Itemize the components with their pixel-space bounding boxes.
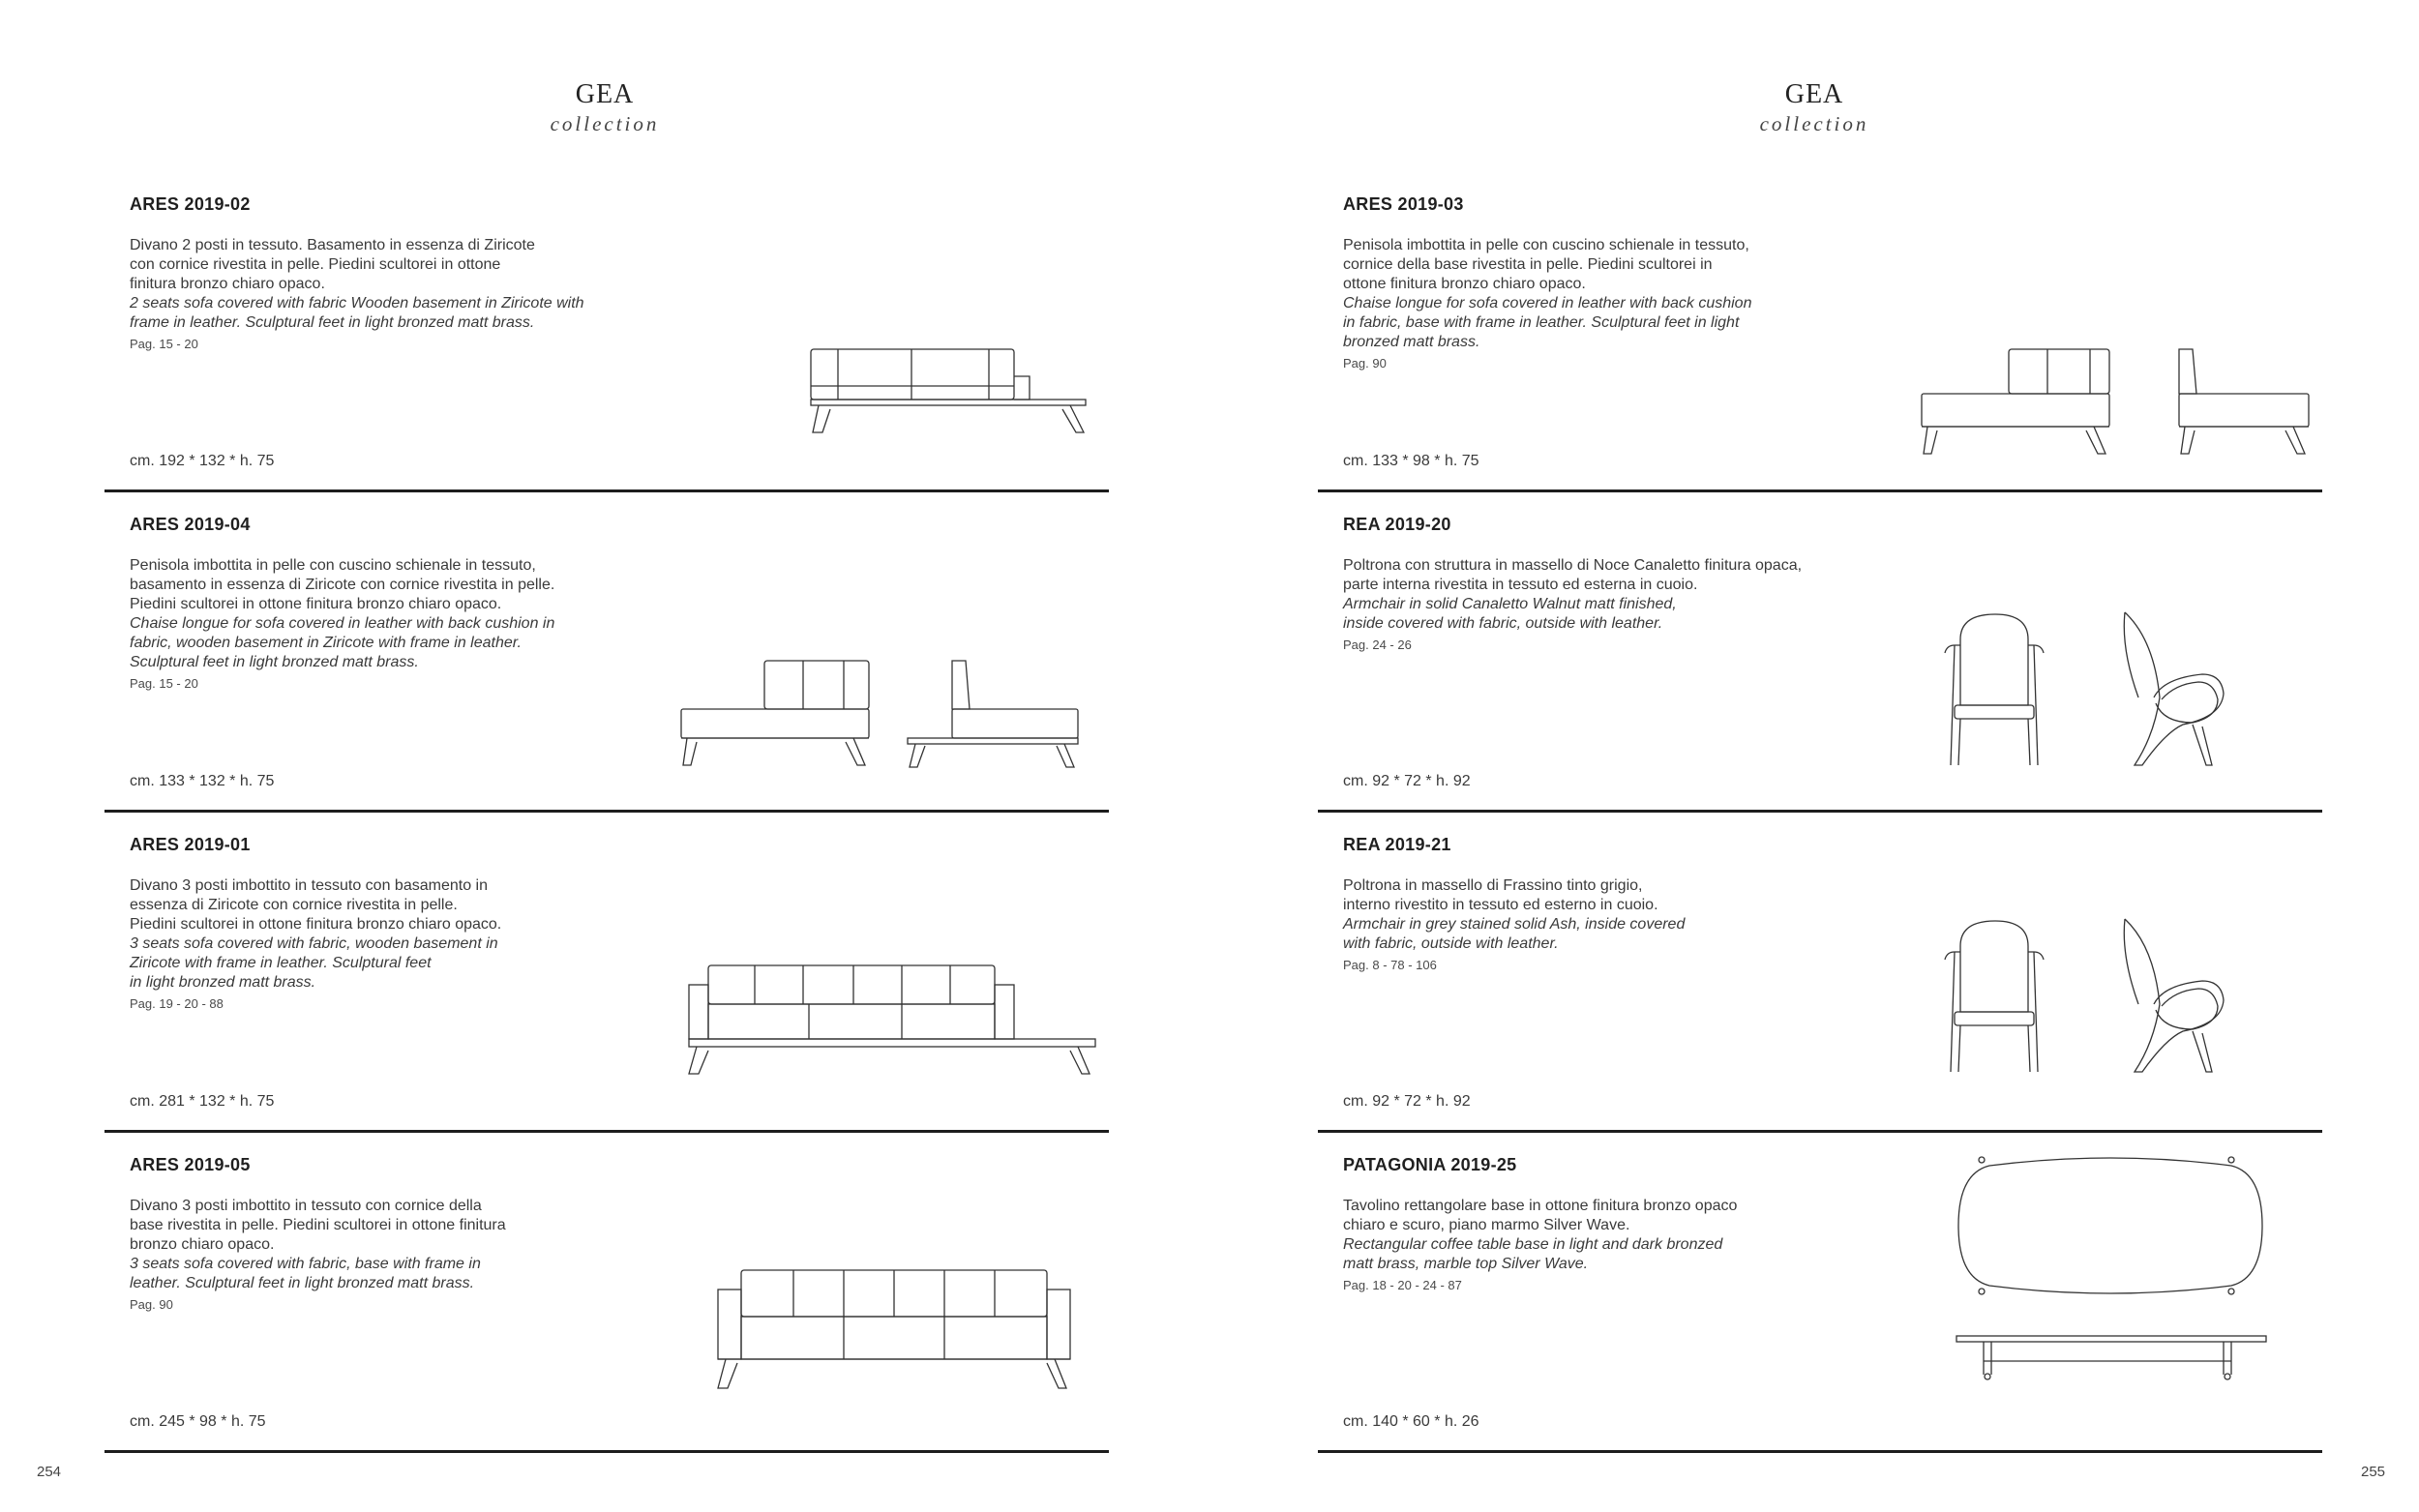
product-card [105,170,1109,492]
page-reference: Pag. 24 - 26 [1343,637,1412,652]
armchair-drawing [1931,610,2251,770]
chaise-longue-drawing [679,659,1086,775]
brand-subtitle: collection [1759,112,1869,135]
product-name: ARES 2019-02 [130,194,251,214]
product-description: Divano 2 posti in tessuto. Basamento in essenza di Ziricote con cornice rivestita in pelle. Piedini scultorei in ottone finitura bronzo chiaro opaco. 2 seats sofa covered with fabric Wooden basement in Ziricote with frame in leather. Sculptural feet in light bronzed matt brass. Pag. 15 - 20 [130,236,672,354]
brand-title: GEA [575,79,635,109]
product-name: ARES 2019-04 [130,515,251,534]
product-name: ARES 2019-05 [130,1155,251,1174]
sofa-2-seat-drawing [809,347,1090,459]
sofa-3-seat-drawing [683,964,1099,1084]
coffee-table-drawing [1951,1144,2270,1406]
page-number: 254 [37,1464,62,1480]
product-card [105,1131,1109,1453]
product-name: REA 2019-20 [1343,515,1451,534]
product-card [1318,1131,2322,1453]
product-card [1318,490,2322,813]
product-dimensions: cm. 140 * 60 * h. 26 [1343,1413,1479,1430]
page-reference: Pag. 15 - 20 [130,676,198,691]
product-dimensions: cm. 92 * 72 * h. 92 [1343,773,1471,789]
product-dimensions: cm. 133 * 98 * h. 75 [1343,453,1479,469]
page-reference: Pag. 18 - 20 - 24 - 87 [1343,1278,1462,1292]
product-description: Penisola imbottita in pelle con cuscino schienale in tessuto, cornice della base rivestita in pelle. Piedini scultorei in ottone finitura bronzo chiaro opaco. Chaise longue for sofa covered in leather with back cushion in fabric, base with frame in leather. Sculptural feet in light bronzed matt brass. Pag. 90 [1343,236,1885,373]
product-description: Penisola imbottita in pelle con cuscino schienale in tessuto, basamento in essenza di Ziricote con cornice rivestita in pelle. Piedini scultorei in ottone finitura bronzo chiaro opaco. Chaise longue for sofa covered in leather with back cushion in fabric, wooden basement in Ziricote with frame in leather. Sculptural feet in light bronzed matt brass. Pag. 15 - 20 [130,556,672,694]
product-name: ARES 2019-03 [1343,194,1464,214]
product-dimensions: cm. 281 * 132 * h. 75 [130,1093,275,1110]
collection-heading [1210,81,2419,136]
product-name: REA 2019-21 [1343,835,1451,854]
product-dimensions: cm. 133 * 132 * h. 75 [130,773,275,789]
product-dimensions: cm. 192 * 132 * h. 75 [130,453,275,469]
sofa-3-seat-fabric-drawing [716,1268,1084,1394]
product-description: Divano 3 posti imbottito in tessuto con cornice della base rivestita in pelle. Piedini scultorei in ottone finitura bronzo chiaro opaco. 3 seats sofa covered with fabric, base with frame in leather. Sculptural feet in light bronzed matt brass. Pag. 90 [130,1197,672,1315]
armchair-drawing [1931,917,2251,1077]
product-name: ARES 2019-01 [130,835,251,854]
product-dimensions: cm. 92 * 72 * h. 92 [1343,1093,1471,1110]
product-name: PATAGONIA 2019-25 [1343,1155,1517,1174]
product-description: Tavolino rettangolare base in ottone finitura bronzo opaco chiaro e scuro, piano marmo Silver Wave. Rectangular coffee table base in light and dark bronzed matt brass, marble top Silver Wave. Pag. 18 - 20 - 24 - 87 [1343,1197,1885,1295]
page-reference: Pag. 90 [130,1297,173,1312]
right-page [1210,0,2419,1512]
page-reference: Pag. 90 [1343,356,1387,371]
collection-heading [0,81,1210,136]
product-description: Poltrona in massello di Frassino tinto grigio, interno rivestito in tessuto ed esterno in cuoio. Armchair in grey stained solid Ash, inside covered with fabric, outside with leather. Pag. 8 - 78 - 106 [1343,876,1885,975]
brand-title: GEA [1784,79,1844,109]
page-reference: Pag. 19 - 20 - 88 [130,996,224,1011]
product-card [1318,170,2322,492]
product-description: Divano 3 posti imbottito in tessuto con basamento in essenza di Ziricote con cornice rivestita in pelle. Piedini scultorei in ottone finitura bronzo chiaro opaco. 3 seats sofa covered with fabric, wooden basement in Ziricote with frame in leather. Sculptural feet in light bronzed matt brass. Pag. 19 - 20 - 88 [130,876,672,1014]
product-dimensions: cm. 245 * 98 * h. 75 [130,1413,266,1430]
product-card [105,811,1109,1133]
page-reference: Pag. 8 - 78 - 106 [1343,958,1437,972]
brand-subtitle: collection [550,112,660,135]
page-reference: Pag. 15 - 20 [130,337,198,351]
product-card [105,490,1109,813]
page-number: 255 [2361,1464,2386,1480]
product-description: Poltrona con struttura in massello di Noce Canaletto finitura opaca, parte interna rivestita in tessuto ed esterna in cuoio. Armchair in solid Canaletto Walnut matt finished, inside covered with fabric, outside with leather. Pag. 24 - 26 [1343,556,1885,655]
product-card [1318,811,2322,1133]
chaise-longue-drawing [1918,347,2314,459]
